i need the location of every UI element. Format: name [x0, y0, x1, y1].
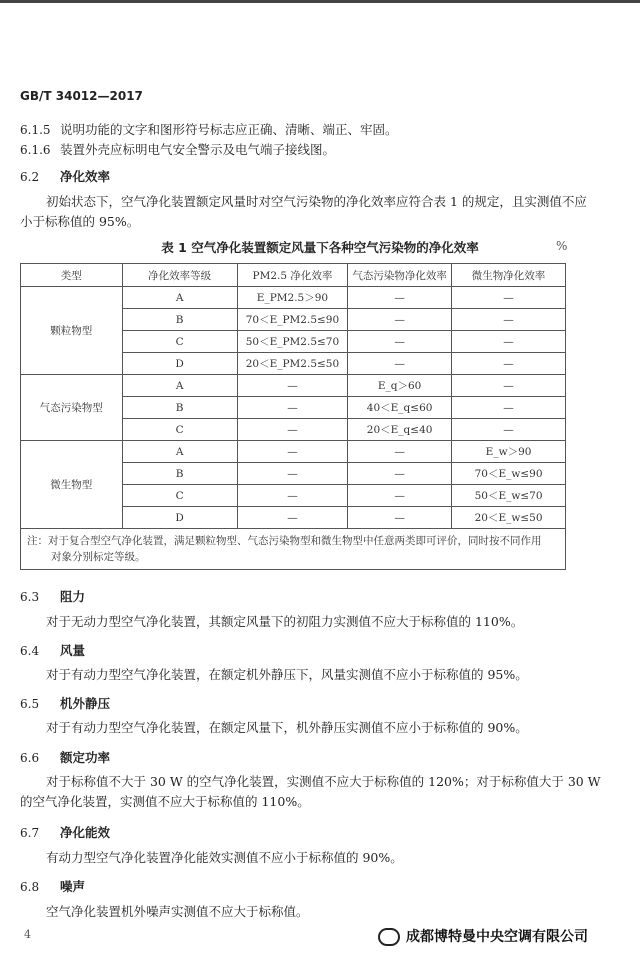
- header-type: 类型: [21, 264, 123, 287]
- grade-cell: D: [122, 507, 237, 529]
- grade-cell: A: [122, 441, 237, 463]
- value-cell: —: [348, 507, 452, 529]
- table-note-row: [21, 529, 566, 570]
- value-cell: 70＜E_PM2.5≤90: [237, 309, 347, 331]
- value-cell: 20＜E_PM2.5≤50: [237, 353, 347, 375]
- section-heading-6-7: [20, 822, 110, 841]
- grade-cell: B: [122, 397, 237, 419]
- value-cell: 20＜E_q≤40: [348, 419, 452, 441]
- table-row: [21, 375, 566, 397]
- value-cell: —: [348, 485, 452, 507]
- watermark-text: 成都博特曼中央空调有限公司: [406, 929, 588, 945]
- type-cell: 微生物型: [21, 441, 123, 529]
- value-cell: —: [452, 375, 566, 397]
- type-cell: 气态污染物型: [21, 375, 123, 441]
- grade-cell: C: [122, 331, 237, 353]
- section-title: 机外静压: [60, 696, 111, 711]
- value-cell: 20＜E_w≤50: [452, 507, 566, 529]
- value-cell: —: [348, 331, 452, 353]
- section-6-8-text: 空气净化装置机外噪声实测值不应大于标称值。: [46, 904, 309, 919]
- clause-number: 6.1.5: [20, 123, 51, 137]
- section-number: 6.5: [20, 697, 40, 711]
- section-title: 净化能效: [60, 825, 111, 840]
- section-number: 6.4: [20, 644, 40, 658]
- type-cell: 颗粒物型: [21, 287, 123, 375]
- value-cell: E_q＞60: [348, 375, 452, 397]
- value-cell: —: [237, 419, 347, 441]
- grade-cell: D: [122, 353, 237, 375]
- section-heading-6-4: [20, 640, 85, 659]
- table-note-line-1: 注：对于复合型空气净化装置，满足颗粒物型、气态污染物型和微生物型中任意两类即可评价，同时按不同作用: [27, 535, 542, 547]
- section-title: 净化效率: [60, 169, 111, 184]
- value-cell: 40＜E_q≤60: [348, 397, 452, 419]
- value-cell: —: [348, 353, 452, 375]
- value-cell: E_PM2.5＞90: [237, 287, 347, 309]
- section-6-7-text: 有动力型空气净化装置净化能效实测值不应小于标称值的 90%。: [46, 850, 403, 865]
- value-cell: —: [452, 287, 566, 309]
- section-heading-6-8: [20, 876, 85, 895]
- page-number: 4: [24, 928, 31, 941]
- section-6-5-text: 对于有动力型空气净化装置，在额定风量下，机外静压实测值不应小于标称值的 90%。: [46, 720, 528, 735]
- value-cell: 70＜E_w≤90: [452, 463, 566, 485]
- section-number: 6.2: [20, 170, 40, 184]
- header-gas: 气态污染物净化效率: [348, 264, 452, 287]
- value-cell: —: [348, 287, 452, 309]
- grade-cell: B: [122, 463, 237, 485]
- section-6-4-text: 对于有动力型空气净化装置，在额定机外静压下，风量实测值不应小于标称值的 95%。: [46, 667, 528, 682]
- clause-6-1-5: [20, 120, 398, 138]
- watermark: [378, 926, 588, 946]
- value-cell: —: [452, 331, 566, 353]
- section-heading-6-5: [20, 693, 110, 712]
- header-microbe: 微生物净化效率: [452, 264, 566, 287]
- section-title: 额定功率: [60, 750, 111, 765]
- section-6-6-text-line-2: 的空气净化装置，实测值不应大于标称值的 110%。: [20, 794, 310, 809]
- section-number: 6.8: [20, 880, 40, 894]
- section-number: 6.3: [20, 590, 40, 604]
- value-cell: —: [348, 309, 452, 331]
- value-cell: —: [237, 441, 347, 463]
- table-header-row: [21, 264, 566, 287]
- value-cell: —: [237, 485, 347, 507]
- value-cell: —: [452, 353, 566, 375]
- value-cell: —: [452, 419, 566, 441]
- clause-text: 装置外壳应标明电气安全警示及电气端子接线图。: [60, 142, 336, 157]
- value-cell: —: [348, 463, 452, 485]
- standard-code: GB/T 34012—2017: [20, 89, 143, 103]
- grade-cell: A: [122, 287, 237, 309]
- value-cell: —: [237, 397, 347, 419]
- table-note: [21, 529, 566, 570]
- table-caption: 表 1 空气净化装置额定风量下各种空气污染物的净化效率: [161, 240, 479, 255]
- efficiency-table: [20, 263, 566, 570]
- top-border: [0, 0, 640, 3]
- clause-number: 6.1.6: [20, 143, 51, 157]
- value-cell: —: [348, 441, 452, 463]
- grade-cell: A: [122, 375, 237, 397]
- grade-cell: B: [122, 309, 237, 331]
- section-heading-6-2: [20, 166, 110, 185]
- section-6-2-para-line-1: 初始状态下，空气净化装置额定风量时对空气污染物的净化效率应符合表 1 的规定，且实测值不应: [46, 194, 587, 209]
- grade-cell: C: [122, 419, 237, 441]
- section-title: 风量: [60, 643, 86, 658]
- section-6-6-text-line-1: 对于标称值不大于 30 W 的空气净化装置，实测值不应大于标称值的 120%；对于标称值大于 30 W: [46, 774, 601, 789]
- clause-6-1-6: [20, 140, 335, 158]
- value-cell: E_w＞90: [452, 441, 566, 463]
- section-number: 6.7: [20, 826, 40, 840]
- section-number: 6.6: [20, 751, 40, 765]
- table-unit: %: [556, 239, 568, 253]
- value-cell: —: [237, 507, 347, 529]
- value-cell: —: [452, 309, 566, 331]
- value-cell: —: [237, 463, 347, 485]
- table-note-line-2: 对象分别标定等级。: [51, 551, 146, 563]
- clause-text: 说明功能的文字和图形符号标志应正确、清晰、端正、牢固。: [60, 122, 398, 137]
- value-cell: 50＜E_w≤70: [452, 485, 566, 507]
- section-6-3-text: 对于无动力型空气净化装置，其额定风量下的初阻力实测值不应大于标称值的 110%。: [46, 614, 524, 629]
- value-cell: —: [237, 375, 347, 397]
- section-title: 噪声: [60, 879, 86, 894]
- section-heading-6-3: [20, 586, 85, 605]
- section-title: 阻力: [60, 589, 86, 604]
- table-row: [21, 441, 566, 463]
- section-6-2-para-line-2: 小于标称值的 95%。: [20, 214, 140, 229]
- table-row: [21, 287, 566, 309]
- header-pm25: PM2.5 净化效率: [237, 264, 347, 287]
- section-heading-6-6: [20, 747, 110, 766]
- value-cell: —: [452, 397, 566, 419]
- value-cell: 50＜E_PM2.5≤70: [237, 331, 347, 353]
- header-grade: 净化效率等级: [122, 264, 237, 287]
- wechat-icon: [378, 928, 400, 946]
- grade-cell: C: [122, 485, 237, 507]
